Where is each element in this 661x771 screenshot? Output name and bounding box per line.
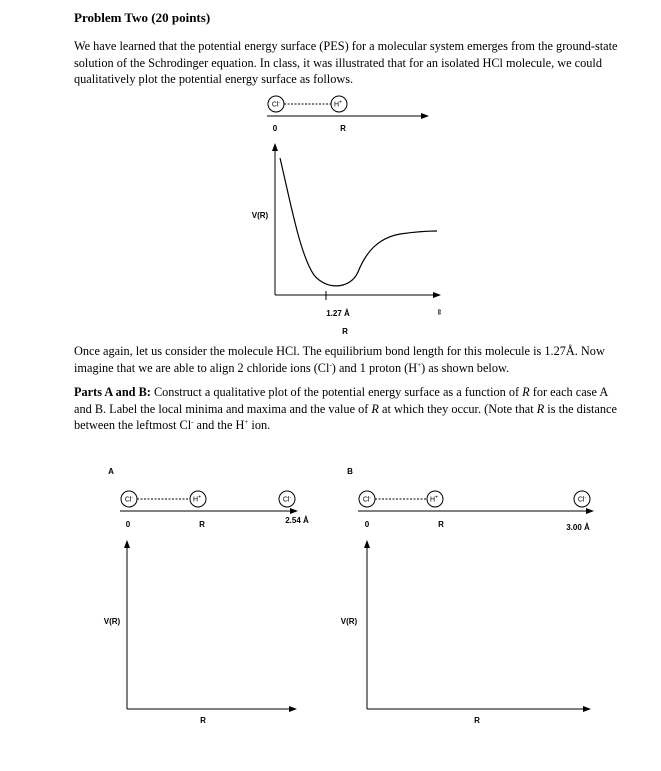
case-b bbox=[341, 467, 593, 725]
y-axis-label: V(R) bbox=[251, 211, 269, 220]
cl-ion-label: Cl- bbox=[124, 494, 134, 504]
case-a-label: A bbox=[108, 467, 114, 476]
cl-ion-label: Cl- bbox=[271, 99, 281, 109]
h-ion-label: H+ bbox=[430, 494, 438, 504]
x-axis-label: R bbox=[474, 716, 480, 725]
paragraph-parts-ab: Parts A and B: Construct a qualitative plot of the potential energy surface as a function of R for each case A and B. Label the local minima and maxima and the value of R at which they occur. (Note that R is the distance between the leftmost Cl- and the H+ ion. bbox=[74, 385, 617, 432]
case-a bbox=[104, 467, 309, 725]
h-ion-label: H+ bbox=[334, 99, 342, 109]
r-label: R bbox=[199, 520, 205, 529]
pes-curve bbox=[280, 158, 437, 286]
cl-ion-right-label: Cl- bbox=[577, 494, 587, 504]
y-axis-label: V(R) bbox=[103, 617, 121, 626]
y-axis-label: V(R) bbox=[340, 617, 358, 626]
infinity-symbol: ∞ bbox=[435, 309, 444, 315]
x-axis-label: R bbox=[200, 716, 206, 725]
r-label: R bbox=[438, 520, 444, 529]
zero-label: 0 bbox=[272, 124, 278, 133]
cl-ion-label: Cl- bbox=[362, 494, 372, 504]
intro-paragraph: We have learned that the potential energy surface (PES) for a molecular system emerges from the ground-state solution of the Schrodinger equation. In class, it was illustrated that for an isolated HCl molecule, we could qualitatively plot the potential energy surface as follows. bbox=[74, 39, 618, 86]
paragraph-equilibrium: Once again, let us consider the molecule HCl. The equilibrium bond length for this molecule is 1.27Å. Now imagine that we are able to align 2 chloride ions (Cl-) and 1 proton (H+) as shown below. bbox=[74, 344, 605, 375]
zero-label: 0 bbox=[364, 520, 370, 529]
x-tick-label: 1.27 Å bbox=[326, 309, 350, 318]
x-axis-label: R bbox=[342, 327, 348, 336]
pes-plot bbox=[252, 144, 444, 336]
zero-label: 0 bbox=[125, 520, 131, 529]
distance-label: 2.54 Å bbox=[285, 516, 309, 525]
r-label: R bbox=[340, 124, 346, 133]
distance-label: 3.00 Å bbox=[566, 523, 590, 532]
cl-ion-right-label: Cl- bbox=[282, 494, 292, 504]
case-b-label: B bbox=[347, 467, 353, 476]
h-ion-label: H+ bbox=[193, 494, 201, 504]
hcl-diagram bbox=[267, 96, 428, 133]
problem-title: Problem Two (20 points) bbox=[74, 10, 211, 25]
